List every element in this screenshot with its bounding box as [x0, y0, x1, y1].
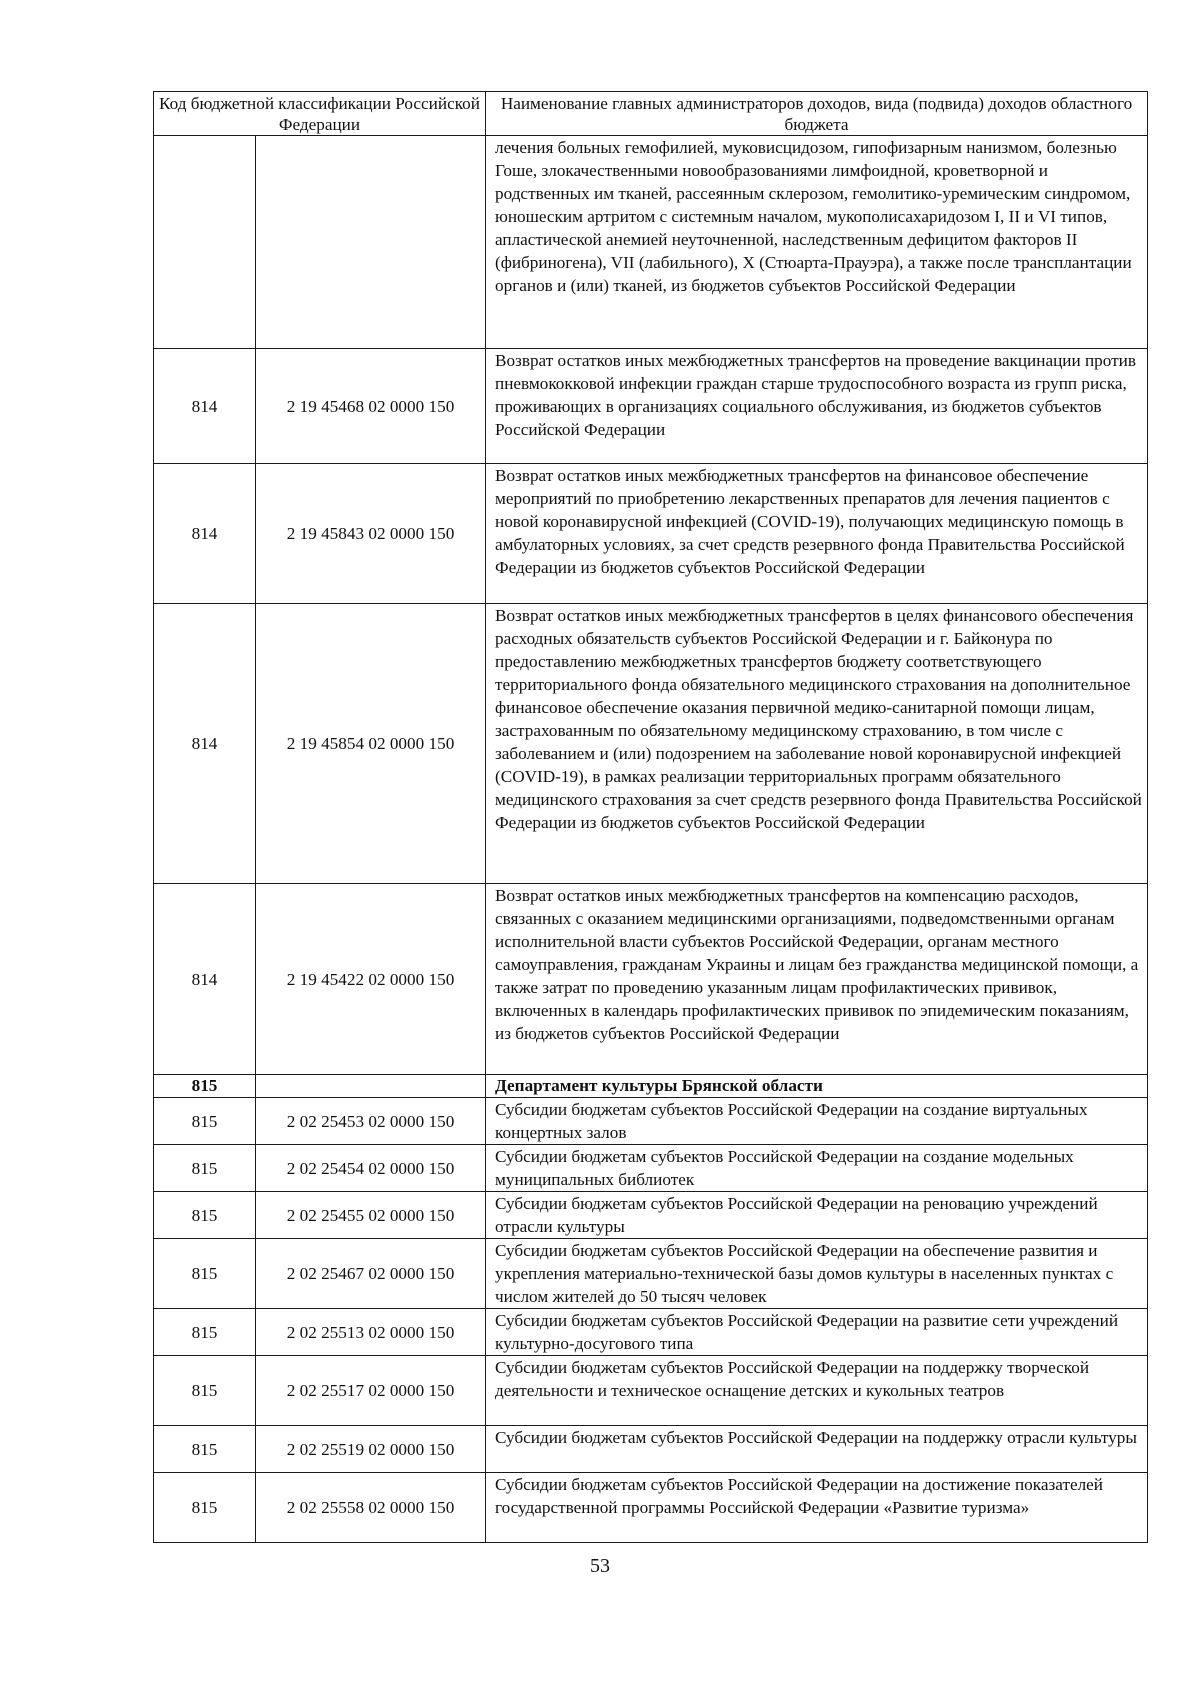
- description-cell: Возврат остатков иных межбюджетных трансфертов на проведение вакцинации против пневмококковой инфекции граждан старше трудоспособного возраста из групп риска, проживающих в организациях социального обслуживания, из бюджетов субъектов Российской Федерации: [486, 349, 1148, 464]
- table-row: [154, 1192, 1148, 1239]
- admin-code-cell: 815: [154, 1239, 256, 1309]
- description-cell: Субсидии бюджетам субъектов Российской Федерации на создание модельных муниципальных библиотек: [486, 1145, 1148, 1192]
- budget-code-cell: 2 19 45468 02 0000 150: [256, 349, 486, 464]
- budget-code-cell: 2 02 25513 02 0000 150: [256, 1309, 486, 1356]
- header-code-column: Код бюджетной классификации Российской Федерации: [154, 92, 486, 136]
- admin-code-cell: 814: [154, 604, 256, 884]
- budget-code-cell: 2 19 45422 02 0000 150: [256, 884, 486, 1075]
- table-row: [154, 1473, 1148, 1543]
- admin-code-cell: 814: [154, 884, 256, 1075]
- budget-code-cell: 2 02 25519 02 0000 150: [256, 1426, 486, 1473]
- table-row: [154, 1356, 1148, 1426]
- admin-code-cell: 815: [154, 1075, 256, 1098]
- budget-code-cell: [256, 1075, 486, 1098]
- admin-code-cell: 815: [154, 1426, 256, 1473]
- description-cell: Субсидии бюджетам субъектов Российской Федерации на реновацию учреждений отрасли культуры: [486, 1192, 1148, 1239]
- table-body: [154, 136, 1148, 1543]
- page-number: 53: [590, 1555, 610, 1577]
- table-row: [154, 1426, 1148, 1473]
- table-row: [154, 884, 1148, 1075]
- department-row: [154, 1075, 1148, 1098]
- budget-code-cell: [256, 136, 486, 349]
- table-row: [154, 464, 1148, 604]
- budget-code-cell: 2 02 25467 02 0000 150: [256, 1239, 486, 1309]
- description-cell: Возврат остатков иных межбюджетных трансфертов на компенсацию расходов, связанных с оказанием медицинскими организациями, подведомственными органам исполнительной власти субъектов Российской Федерации, органам местного самоуправления, гражданам Украины и лицам без гражданства медицинской помощи, а также затрат по проведению указанным лицам профилактических прививок, включенных в календарь профилактических прививок по эпидемическим показаниям, из бюджетов субъектов Российской Федерации: [486, 884, 1148, 1075]
- table-row: [154, 1145, 1148, 1192]
- table-row: [154, 604, 1148, 884]
- budget-code-cell: 2 02 25455 02 0000 150: [256, 1192, 486, 1239]
- admin-code-cell: 815: [154, 1473, 256, 1543]
- table-row: [154, 136, 1148, 349]
- admin-code-cell: [154, 136, 256, 349]
- budget-code-cell: 2 19 45854 02 0000 150: [256, 604, 486, 884]
- description-cell: Субсидии бюджетам субъектов Российской Федерации на создание виртуальных концертных залов: [486, 1098, 1148, 1145]
- description-cell: Возврат остатков иных межбюджетных трансфертов в целях финансового обеспечения расходных обязательств субъектов Российской Федерации и г. Байконура по предоставлению межбюджетных трансфертов бюджету соответствующего территориального фонда обязательного медицинского страхования на дополнительное финансовое обеспечение оказания первичной медико-санитарной помощи лицам, застрахованным по обязательному медицинскому страхованию, в том числе с заболеванием и (или) подозрением на заболевание новой коронавирусной инфекцией (COVID-19), в рамках реализации территориальных программ обязательного медицинского страхования за счет средств резервного фонда Правительства Российской Федерации из бюджетов субъектов Российской Федерации: [486, 604, 1148, 884]
- admin-code-cell: 815: [154, 1356, 256, 1426]
- admin-code-cell: 815: [154, 1309, 256, 1356]
- description-cell: Субсидии бюджетам субъектов Российской Федерации на достижение показателей государственной программы Российской Федерации «Развитие туризма»: [486, 1473, 1148, 1543]
- table-row: [154, 1098, 1148, 1145]
- admin-code-cell: 815: [154, 1145, 256, 1192]
- description-cell: Возврат остатков иных межбюджетных трансфертов на финансовое обеспечение мероприятий по приобретению лекарственных препаратов для лечения пациентов с новой коронавирусной инфекцией (COVID-19), получающих медицинскую помощь в амбулаторных условиях, за счет средств резервного фонда Правительства Российской Федерации из бюджетов субъектов Российской Федерации: [486, 464, 1148, 604]
- description-cell: лечения больных гемофилией, муковисцидозом, гипофизарным нанизмом, болезнью Гоше, злокачественными новообразованиями лимфоидной, кроветворной и родственных им тканей, рассеянным склерозом, гемолитико-уремическим синдромом, юношеским артритом с системным началом, мукополисахаридозом I, II и VI типов, апластической анемией неуточненной, наследственным дефицитом факторов II (фибриногена), VII (лабильного), X (Стюарта-Прауэра), а также после трансплантации органов и (или) тканей, из бюджетов субъектов Российской Федерации: [486, 136, 1148, 349]
- budget-code-cell: 2 02 25517 02 0000 150: [256, 1356, 486, 1426]
- table-row: [154, 1309, 1148, 1356]
- description-cell: Субсидии бюджетам субъектов Российской Федерации на обеспечение развития и укрепления материально-технической базы домов культуры в населенных пунктах с числом жителей до 50 тысяч человек: [486, 1239, 1148, 1309]
- table-header: [154, 92, 1148, 136]
- table-row: [154, 349, 1148, 464]
- header-name-column: Наименование главных администраторов доходов, вида (подвида) доходов областного бюджета: [486, 92, 1148, 136]
- description-cell: Субсидии бюджетам субъектов Российской Федерации на развитие сети учреждений культурно-досугового типа: [486, 1309, 1148, 1356]
- budget-code-cell: 2 02 25558 02 0000 150: [256, 1473, 486, 1543]
- description-cell: Субсидии бюджетам субъектов Российской Федерации на поддержку отрасли культуры: [486, 1426, 1148, 1473]
- description-cell: Субсидии бюджетам субъектов Российской Федерации на поддержку творческой деятельности и техническое оснащение детских и кукольных театров: [486, 1356, 1148, 1426]
- admin-code-cell: 815: [154, 1192, 256, 1239]
- table-row: [154, 1239, 1148, 1309]
- budget-code-cell: 2 02 25454 02 0000 150: [256, 1145, 486, 1192]
- admin-code-cell: 814: [154, 464, 256, 604]
- budget-classification-table: [153, 91, 1148, 1543]
- admin-code-cell: 814: [154, 349, 256, 464]
- budget-code-cell: 2 19 45843 02 0000 150: [256, 464, 486, 604]
- budget-code-cell: 2 02 25453 02 0000 150: [256, 1098, 486, 1145]
- admin-code-cell: 815: [154, 1098, 256, 1145]
- department-title-cell: Департамент культуры Брянской области: [486, 1075, 1148, 1098]
